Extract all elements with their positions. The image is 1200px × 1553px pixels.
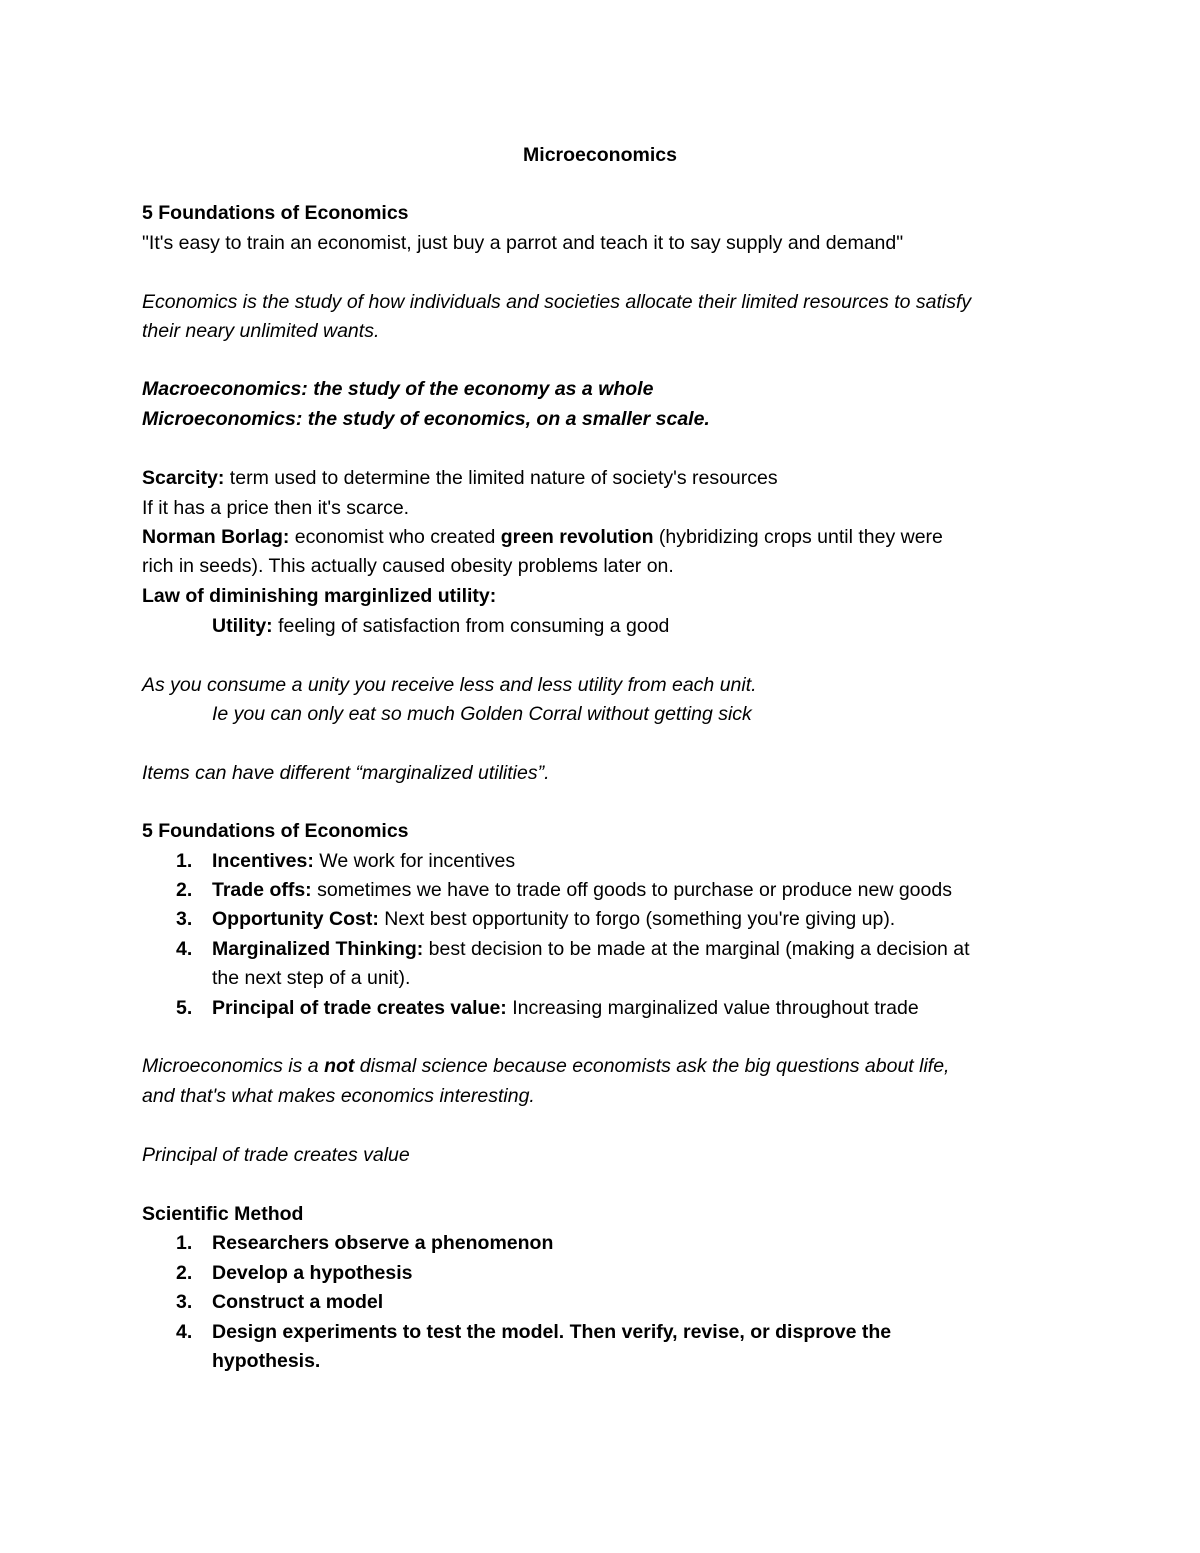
borlag-term: Norman Borlag: — [142, 526, 290, 548]
foundation-number: 5. — [176, 997, 193, 1019]
foundation-item — [212, 996, 919, 1020]
foundation-item — [212, 937, 970, 961]
page-title: Microeconomics — [523, 144, 677, 166]
scarcity-definition: term used to determine the limited nature of society's resources — [224, 467, 778, 489]
method-step-continuation: hypothesis. — [212, 1350, 321, 1372]
method-step: Develop a hypothesis — [212, 1262, 413, 1284]
method-step: Researchers observe a phenomenon — [212, 1232, 554, 1254]
utility-line — [212, 614, 669, 638]
method-step: Design experiments to test the model. Then verify, revise, or disprove the — [212, 1321, 892, 1343]
foundation-term: Incentives: — [212, 850, 314, 872]
foundation-number: 3. — [176, 908, 193, 930]
dismal-science-line — [142, 1054, 949, 1078]
principal-note: Principal of trade creates value — [142, 1144, 410, 1166]
foundation-term: Principal of trade creates value: — [212, 997, 507, 1019]
foundation-term: Opportunity Cost: — [212, 908, 379, 930]
golden-corral-note: Ie you can only eat so much Golden Corral without getting sick — [212, 703, 752, 725]
method-heading: Scientific Method — [142, 1203, 304, 1225]
foundation-item — [212, 878, 952, 902]
method-step-number: 3. — [176, 1291, 193, 1313]
foundation-item — [212, 907, 895, 931]
foundation-description: Increasing marginalized value throughout trade — [506, 997, 919, 1019]
foundation-description: best decision to be made at the marginal (making a decision at — [423, 938, 970, 960]
foundation-item — [212, 849, 515, 873]
micro-definition: Microeconomics: the study of economics, on a smaller scale. — [142, 408, 710, 430]
foundation-number: 1. — [176, 850, 193, 872]
consume-note: As you consume a unity you receive less and less utility from each unit. — [142, 674, 757, 696]
foundation-description: sometimes we have to trade off goods to purchase or produce new goods — [311, 879, 952, 901]
foundation-term: Trade offs: — [212, 879, 312, 901]
borlag-line — [142, 525, 943, 549]
scarcity-term: Scarcity: — [142, 467, 225, 489]
dismal-science-line-2: and that's what makes economics interesting. — [142, 1085, 535, 1107]
foundation-item-continuation: the next step of a unit). — [212, 967, 411, 989]
items-note: Items can have different “marginalized utilities”. — [142, 762, 550, 784]
utility-definition: feeling of satisfaction from consuming a good — [272, 615, 670, 637]
definition-line-2: their neary unlimited wants. — [142, 320, 380, 342]
scarcity-line — [142, 466, 778, 490]
dismal-b: dismal science because economists ask the big questions about life, — [354, 1055, 950, 1077]
definition-line-1: Economics is the study of how individuals and societies allocate their limited resources to satisfy — [142, 291, 972, 313]
intro-heading: 5 Foundations of Economics — [142, 202, 409, 224]
dismal-not: not — [324, 1055, 355, 1077]
borlag-definition-b: (hybridizing crops until they were — [653, 526, 943, 548]
method-step-number: 2. — [176, 1262, 193, 1284]
macro-definition: Macroeconomics: the study of the economy as a whole — [142, 378, 654, 400]
foundations-heading: 5 Foundations of Economics — [142, 820, 409, 842]
foundation-description: Next best opportunity to forgo (something you're giving up). — [378, 908, 896, 930]
foundation-number: 2. — [176, 879, 193, 901]
green-revolution-term: green revolution — [500, 526, 654, 548]
method-step-number: 4. — [176, 1321, 193, 1343]
method-step-number: 1. — [176, 1232, 193, 1254]
borlag-definition-a: economist who created — [289, 526, 501, 548]
parrot-quote: "It's easy to train an economist, just buy a parrot and teach it to say supply and demand" — [142, 232, 904, 254]
method-step: Construct a model — [212, 1291, 384, 1313]
borlag-line-2: rich in seeds). This actually caused obesity problems later on. — [142, 555, 674, 577]
foundation-term: Marginalized Thinking: — [212, 938, 424, 960]
dismal-a: Microeconomics is a — [142, 1055, 325, 1077]
law-heading: Law of diminishing marginlized utility: — [142, 585, 497, 607]
utility-term: Utility: — [212, 615, 273, 637]
foundation-description: We work for incentives — [313, 850, 516, 872]
scarce-note: If it has a price then it's scarce. — [142, 497, 410, 519]
foundation-number: 4. — [176, 938, 193, 960]
